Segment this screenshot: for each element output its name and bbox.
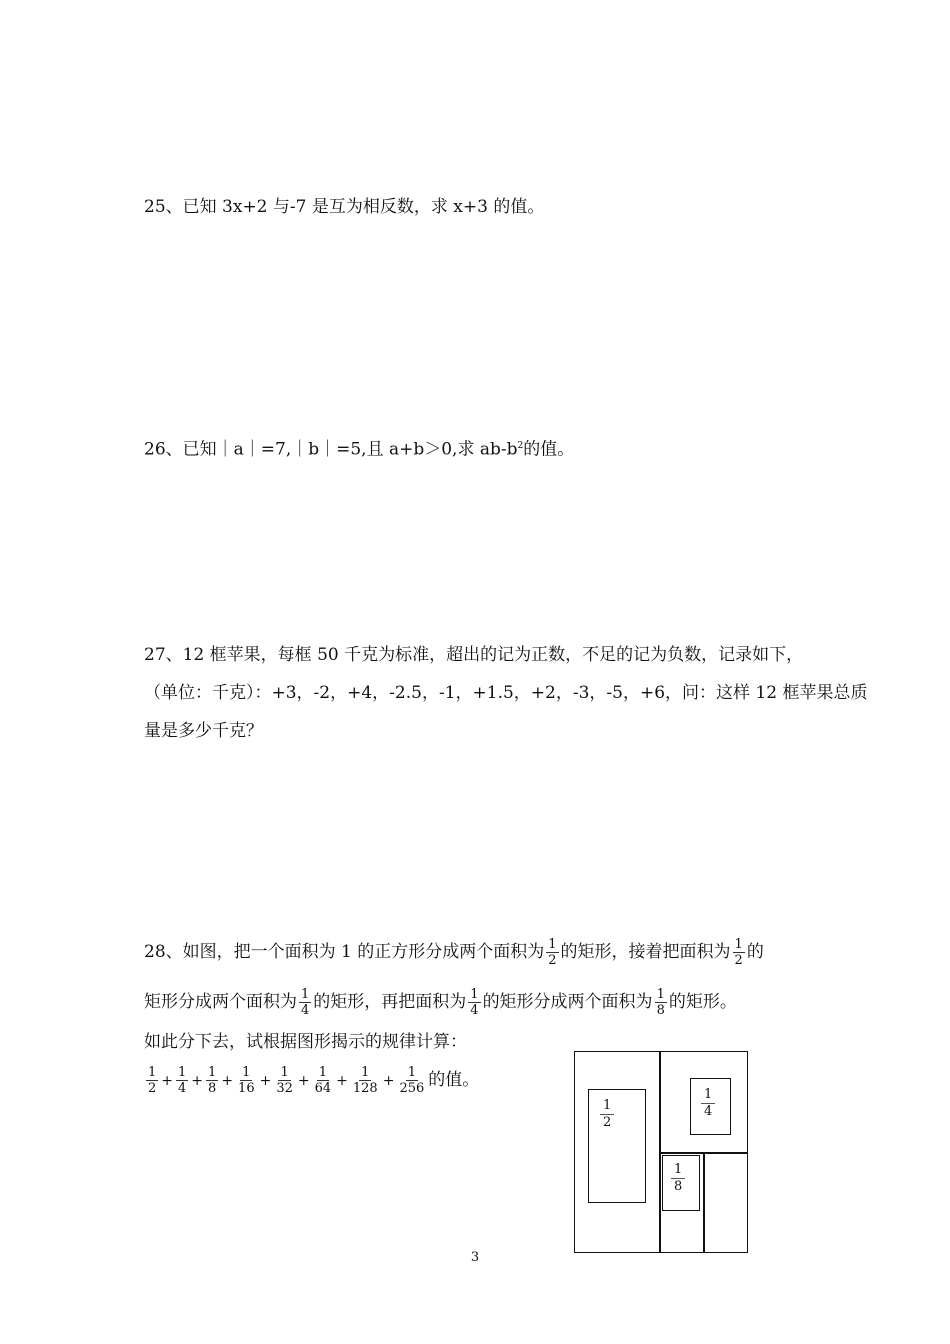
- text: 的矩形，接着把面积为: [560, 942, 731, 962]
- text: 的矩形。: [668, 992, 737, 1012]
- denominator: 256: [399, 1081, 425, 1096]
- text: 的矩形分成两个面积为: [482, 992, 653, 1012]
- fraction-one-half: [733, 937, 745, 968]
- numerator: 1: [318, 1065, 328, 1080]
- numerator: 1: [470, 987, 479, 1002]
- label-one-eighth: [671, 1162, 685, 1195]
- text: 的: [746, 942, 764, 962]
- denominator: 4: [178, 1081, 187, 1096]
- question-26-tail: 的值。: [523, 439, 575, 460]
- exponent: 2: [517, 441, 524, 451]
- denominator: 64: [314, 1081, 332, 1096]
- fraction-one-quarter: [468, 987, 480, 1018]
- denominator: 4: [470, 1003, 479, 1018]
- numerator: 1: [671, 1162, 685, 1179]
- numerator: 1: [548, 937, 557, 952]
- sum-term: [206, 1065, 218, 1096]
- denominator: 16: [238, 1081, 255, 1096]
- plus-sign: +: [336, 1072, 348, 1089]
- plus-sign: +: [221, 1072, 234, 1089]
- text: 矩形分成两个面积为: [144, 992, 297, 1012]
- text: 28、如图，把一个面积为 1 的正方形分成两个面积为: [144, 942, 545, 962]
- numerator: 1: [361, 1065, 370, 1080]
- fraction-one-eighth: [655, 987, 667, 1018]
- text: 的矩形，再把面积为: [313, 992, 467, 1012]
- sum-term: [176, 1065, 188, 1096]
- question-28-line-3: 如此分下去，试根据图形揭示的规律计算：: [144, 1032, 467, 1052]
- sum-term: [397, 1065, 426, 1096]
- half-label-box: [588, 1089, 646, 1203]
- plus-sign: +: [259, 1072, 272, 1089]
- numerator: 1: [208, 1065, 217, 1080]
- plus-sign: +: [382, 1072, 395, 1089]
- label-one-quarter: [701, 1087, 715, 1120]
- question-25: [144, 195, 544, 219]
- question-27-line-2: （单位：千克）：+3，-2，+4，-2.5，-1，+1.5，+2，-3，-5，+6，问：这样 12 框苹果总质: [144, 683, 868, 703]
- denominator: 8: [656, 1003, 665, 1018]
- denominator: 2: [148, 1081, 157, 1096]
- question-27-line-1: 27、12 框苹果，每框 50 千克为标准，超出的记为正数，不足的记为负数，记录如下，: [144, 645, 804, 665]
- plus-sign: +: [191, 1072, 204, 1089]
- numerator: 1: [407, 1065, 416, 1080]
- denominator: 128: [352, 1081, 378, 1096]
- numerator: 1: [178, 1065, 187, 1080]
- question-25-text: 25、已知 3x+2 与-7 是互为相反数，求 x+3 的值。: [144, 197, 545, 217]
- question-26: [144, 434, 574, 462]
- label-one-half: [600, 1098, 614, 1131]
- divider-vertical-small: [703, 1152, 705, 1253]
- plus-sign: +: [297, 1072, 310, 1089]
- plus-sign: +: [161, 1072, 174, 1089]
- question-28-line-2: [144, 987, 737, 1018]
- sum-term: [313, 1065, 334, 1096]
- sum-term: [351, 1065, 380, 1096]
- sum-term: [146, 1065, 158, 1096]
- numerator: 1: [148, 1065, 157, 1080]
- numerator: 1: [301, 987, 310, 1002]
- numerator: 1: [701, 1087, 715, 1104]
- text: 的值。: [428, 1070, 480, 1090]
- fraction-one-quarter: [299, 987, 311, 1018]
- question-28-line-1: [144, 937, 764, 968]
- numerator: 1: [242, 1065, 251, 1080]
- fraction-sum-expression: [144, 1060, 479, 1101]
- denominator: 4: [704, 1104, 713, 1119]
- numerator: 1: [656, 987, 665, 1002]
- numerator: 1: [734, 937, 743, 952]
- denominator: 8: [208, 1081, 217, 1096]
- page-number: 3: [470, 1250, 480, 1265]
- denominator: 2: [603, 1115, 612, 1130]
- sum-term: [274, 1065, 295, 1096]
- sum-term: [236, 1065, 257, 1096]
- fraction-one-half: [546, 937, 558, 968]
- numerator: 1: [280, 1065, 289, 1080]
- denominator: 8: [674, 1179, 683, 1194]
- question-27-line-3: 量是多少千克？: [144, 721, 263, 741]
- denominator: 32: [276, 1081, 293, 1096]
- denominator: 4: [301, 1003, 310, 1018]
- denominator: 2: [548, 953, 557, 968]
- denominator: 2: [734, 953, 743, 968]
- numerator: 1: [600, 1098, 614, 1115]
- question-26-text: 26、已知｜a｜=7,｜b｜=5,且 a+b＞0,求 ab-b: [144, 439, 518, 460]
